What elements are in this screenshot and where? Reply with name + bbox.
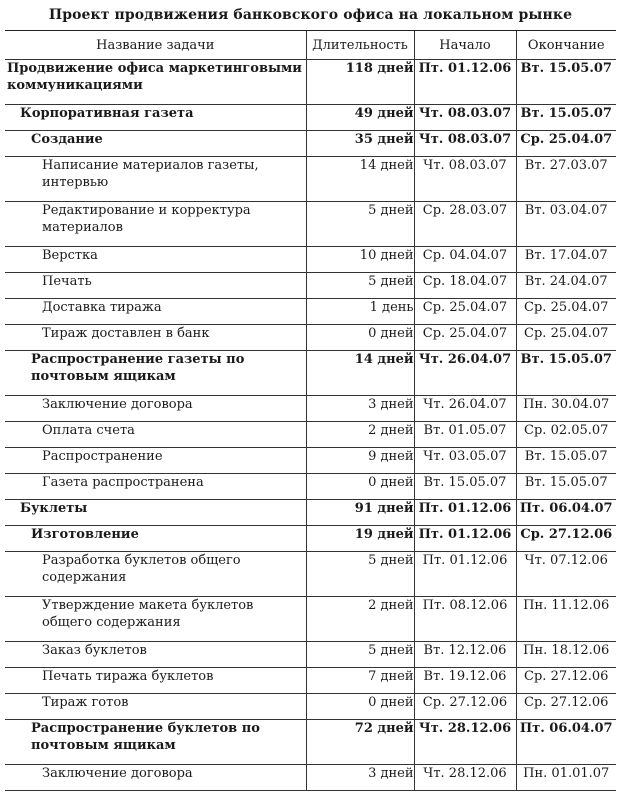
task-duration: 2 дней [306,422,414,448]
task-start: Чт. 08.03.07 [414,157,516,202]
task-name: Буклеты [5,500,306,526]
task-name: Продвижение офиса маркетинговыми коммуникациями [5,60,306,105]
task-duration: 9 дней [306,448,414,474]
task-end: Пн. 11.12.06 [516,597,616,642]
task-end: Ср. 27.12.06 [516,668,616,694]
task-start: Чт. 08.03.07 [414,131,516,157]
task-duration: 0 дней [306,474,414,500]
table-row [5,448,616,474]
table-row [5,351,616,396]
task-name: Заказ буклетов [5,642,306,668]
task-start: Чт. 28.12.06 [414,765,516,791]
document-title: Проект продвижения банковского офиса на локальном рынке [48,7,573,23]
task-name: Редактирование и корректура материалов [5,202,306,247]
table-row [5,105,616,131]
task-name: Изготовление [5,526,306,552]
task-name: Распространение буклетов по почтовым ящикам [5,720,306,765]
task-start: Пт. 08.12.06 [414,597,516,642]
task-name: Тираж готов [5,694,306,720]
task-table [5,30,616,791]
task-end: Вт. 24.04.07 [516,273,616,299]
table-row [5,642,616,668]
task-end: Пн. 18.12.06 [516,642,616,668]
task-duration: 7 дней [306,668,414,694]
table-row [5,720,616,765]
task-duration: 5 дней [306,202,414,247]
task-start: Пт. 01.12.06 [414,552,516,597]
task-name: Разработка буклетов общего содержания [5,552,306,597]
task-name: Доставка тиража [5,299,306,325]
column-header-start: Начало [414,31,516,60]
table-row [5,597,616,642]
task-end: Вт. 15.05.07 [516,105,616,131]
task-duration: 3 дней [306,396,414,422]
table-row [5,474,616,500]
task-name: Оплата счета [5,422,306,448]
task-end: Чт. 07.12.06 [516,552,616,597]
table-row [5,694,616,720]
table-row [5,247,616,273]
task-name: Тираж доставлен в банк [5,325,306,351]
task-end: Ср. 25.04.07 [516,325,616,351]
task-duration: 0 дней [306,694,414,720]
task-end: Пт. 06.04.07 [516,720,616,765]
table-row [5,157,616,202]
task-name: Заключение договора [5,765,306,791]
task-start: Чт. 28.12.06 [414,720,516,765]
task-duration: 14 дней [306,351,414,396]
task-start: Ср. 28.03.07 [414,202,516,247]
table-row [5,299,616,325]
task-duration: 5 дней [306,642,414,668]
task-start: Вт. 15.05.07 [414,474,516,500]
task-end: Вт. 03.04.07 [516,202,616,247]
task-end: Вт. 15.05.07 [516,351,616,396]
task-duration: 3 дней [306,765,414,791]
task-start: Ср. 18.04.07 [414,273,516,299]
table-row [5,325,616,351]
task-duration: 1 день [306,299,414,325]
task-duration: 35 дней [306,131,414,157]
task-start: Чт. 26.04.07 [414,396,516,422]
task-duration: 2 дней [306,597,414,642]
table-row [5,668,616,694]
task-end: Ср. 02.05.07 [516,422,616,448]
task-start: Чт. 08.03.07 [414,105,516,131]
task-end: Ср. 27.12.06 [516,694,616,720]
task-start: Чт. 03.05.07 [414,448,516,474]
task-start: Ср. 25.04.07 [414,325,516,351]
task-end: Вт. 15.05.07 [516,448,616,474]
task-duration: 10 дней [306,247,414,273]
task-start: Пт. 01.12.06 [414,526,516,552]
task-start: Вт. 01.05.07 [414,422,516,448]
task-end: Вт. 15.05.07 [516,474,616,500]
task-end: Пн. 01.01.07 [516,765,616,791]
task-duration: 72 дней [306,720,414,765]
task-start: Ср. 04.04.07 [414,247,516,273]
task-start: Вт. 19.12.06 [414,668,516,694]
task-end: Ср. 25.04.07 [516,299,616,325]
task-start: Чт. 26.04.07 [414,351,516,396]
task-end: Ср. 25.04.07 [516,131,616,157]
task-start: Вт. 12.12.06 [414,642,516,668]
task-name: Печать тиража буклетов [5,668,306,694]
column-header-name: Название задачи [5,31,306,60]
table-row [5,526,616,552]
table-row [5,60,616,105]
task-duration: 118 дней [306,60,414,105]
table-header-row [5,31,616,60]
table-row [5,500,616,526]
column-header-end: Окончание [516,31,616,60]
task-name: Верстка [5,247,306,273]
table-row [5,202,616,247]
task-duration: 5 дней [306,552,414,597]
task-start: Пт. 01.12.06 [414,500,516,526]
task-name: Распространение газеты по почтовым ящикам [5,351,306,396]
task-end: Пн. 30.04.07 [516,396,616,422]
task-duration: 19 дней [306,526,414,552]
task-end: Ср. 27.12.06 [516,526,616,552]
task-name: Создание [5,131,306,157]
task-end: Вт. 15.05.07 [516,60,616,105]
task-duration: 0 дней [306,325,414,351]
task-duration: 49 дней [306,105,414,131]
table-row [5,422,616,448]
task-end: Вт. 27.03.07 [516,157,616,202]
task-name: Написание материалов газеты, интервью [5,157,306,202]
table-row [5,396,616,422]
task-duration: 91 дней [306,500,414,526]
task-name: Корпоративная газета [5,105,306,131]
task-duration: 5 дней [306,273,414,299]
task-end: Пт. 06.04.07 [516,500,616,526]
task-start: Ср. 25.04.07 [414,299,516,325]
task-duration: 14 дней [306,157,414,202]
task-start: Пт. 01.12.06 [414,60,516,105]
task-start: Ср. 27.12.06 [414,694,516,720]
table-row [5,131,616,157]
column-header-duration: Длительность [306,31,414,60]
table-row [5,273,616,299]
task-name: Печать [5,273,306,299]
task-end: Вт. 17.04.07 [516,247,616,273]
task-name: Распространение [5,448,306,474]
table-row [5,765,616,791]
task-name: Утверждение макета буклетов общего содержания [5,597,306,642]
task-name: Заключение договора [5,396,306,422]
task-name: Газета распространена [5,474,306,500]
table-row [5,552,616,597]
